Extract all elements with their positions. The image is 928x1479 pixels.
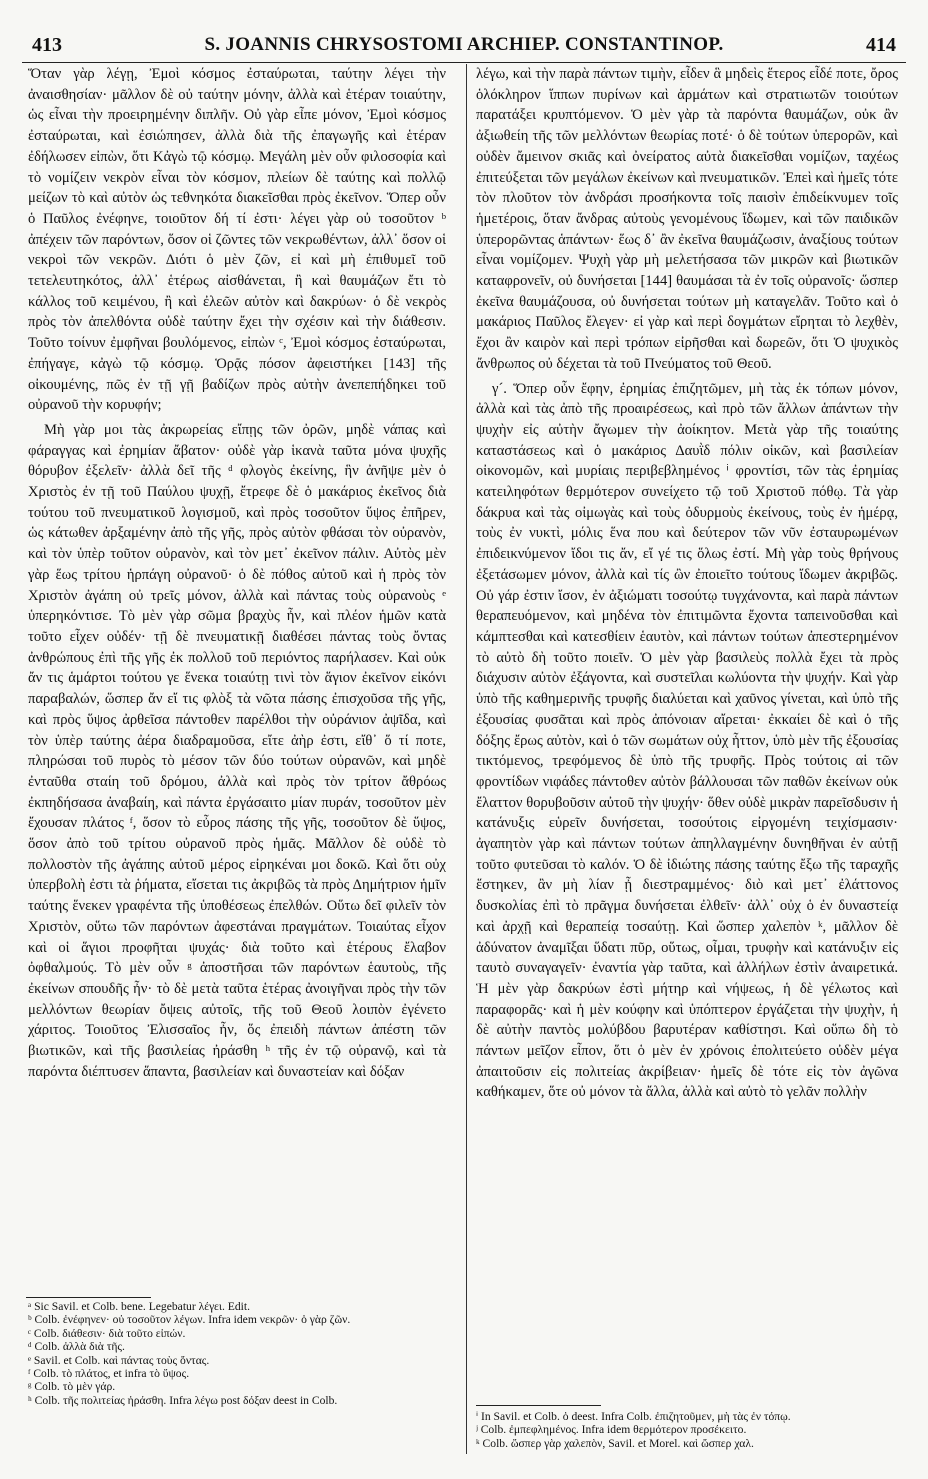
footnote: ʰ Colb. τῆς πολιτείας ἠράσθη. Infra λέγω post δόξαν deest in Colb. bbox=[28, 1393, 338, 1407]
right-column bbox=[476, 64, 898, 1103]
footnote-rule-left bbox=[26, 1297, 151, 1298]
page-number-right: 414 bbox=[866, 34, 896, 56]
footnotes-left bbox=[28, 1300, 453, 1407]
header-rule bbox=[22, 62, 906, 63]
right-paragraph-1: λέγω, καὶ τὴν παρὰ πάντων τιμὴν, εἶδεν ἃ μηδεὶς ἕτερος εἶδέ ποτε, ὄρος ὁλόκληρον ἵππων πυρίνων καὶ ἁρμάτων καὶ στρατιωτῶν τοιούτων παρατάξει κρυπτόμενον. Ὁ μὲν γὰρ τὰ παρόντα θαυμάζων, οὐκ ἂν ἀξιωθείη τῆς τῶν μελλόντων θεωρίας ποτέ· ὁ δὲ τούτων ὑπερορῶν, καὶ οὐδὲν ἄμεινον σκιᾶς καὶ ὀνείρατος αὐτὰ διακεῖσθαι νομίζων, ταχέως ἐπιτεύξεται τῶν μεγάλων ἐκείνων καὶ πνευματικῶν. Ἐπεὶ καὶ ἡμεῖς τότε τὸν πλοῦτον τὸν ἀνδράσι προσήκοντα τοῖς παισὶν ἐπιδείκνυμεν τοῖς ἡμετέροις, ὅταν ἄνδρας αὐτοὺς γενομένους ἴδωμεν, καὶ τῶν παιδικῶν ὑπερορῶντας ἁπάντων· ἕως δ᾽ ἂν ἐκεῖνα θαυμάζωσιν, ἀναξίους τούτων εἶναι νομίζομεν. Ψυχὴ γὰρ μὴ μελετήσασα τῶν μικρῶν καὶ βιωτικῶν καταφρονεῖν, οὐ δυνήσεται [144] θαυμάσαι τὰ ἐν τοῖς οὐρανοῖς· ὥσπερ ἐκεῖνα θαυμάζουσα, οὐ δυνήσεται τούτων μὴ καταγελᾶν. Τοῦτο καὶ ὁ μακάριος Παῦλος ἔλεγεν· εἰ γὰρ καὶ περὶ δογμάτων εἴρηται τὸ λεχθὲν, ἔχοι ἂν καιρὸν καὶ περὶ τρόπων εἰρῆσθαι καὶ δωρεῶν, ὅτι Ὁ ψυχικὸς ἄνθρωπος οὐ δέχεται τὰ τοῦ Πνεύματος τοῦ Θεοῦ. bbox=[476, 66, 898, 372]
footnote: ᵇ Colb. ἐνέφηνεν· οὐ τοσοῦτον λέγων. Infra idem νεκρῶν· ὁ γὰρ ζῶν. bbox=[28, 1313, 351, 1327]
page-number-left: 413 bbox=[32, 34, 62, 56]
footnote: ᵏ Colb. ὥσπερ γὰρ χαλεπὸν, Savil. et Morel. καὶ ὥσπερ χαλ. bbox=[476, 1436, 754, 1450]
footnote: ᵈ Colb. ἀλλὰ διὰ τῆς. bbox=[28, 1340, 125, 1354]
left-paragraph-2: Μὴ γὰρ μοι τὰς ἀκρωρείας εἴπῃς τῶν ὀρῶν, μηδὲ νάπας καὶ φάραγγας καὶ ἐρημίαν ἄβατον· οὐδὲ γὰρ ἱκανὰ ταῦτα μόνα ψυχῆς θόρυβον ἐξελεῖν· ἀλλὰ δεῖ τῆς ᵈ φλογὸς ἐκείνης, ἣν ἀνῆψε μὲν ὁ Χριστὸς ἐν τῇ τοῦ Παύλου ψυχῇ, ἔτρεφε δὲ ὁ μακάριος ἐκεῖνος διὰ τούτου τοῦ πνευματικοῦ λογισμοῦ, καὶ πρὸς τοσοῦτον ὕψος ἐπῆρεν, ὡς κάτωθεν ἀρξαμένην ἀπὸ τῆς γῆς, πρὸς αὐτὸν φθάσαι τὸν οὐρανὸν, καὶ τὸν ὑπὲρ τοῦτον οὐρανὸν, καὶ τὸν μετ᾽ ἐκεῖνον πάλιν. Αὐτὸς μὲν γὰρ ἕως τρίτου ἡρπάγη οὐρανοῦ· ὁ δὲ πόθος αὐτοῦ καὶ ἡ πρὸς τὸν Χριστὸν ἀγάπη οὐ τρεῖς μόνον, ἀλλὰ καὶ πάντας τοὺς οὐρανοὺς ᵉ ὑπερηκόντισε. Τὸ μὲν γὰρ σῶμα βραχὺς ἦν, καὶ πλέον ἡμῶν κατὰ τοῦτο εἶχεν οὐδέν· τῇ δὲ πνευματικῇ διαθέσει πάντας τοὺς ὄντας ἀνθρώπους ἐπὶ τῆς γῆς ἐκ πολλοῦ τοῦ περιόντος παρήλασεν. Καὶ οὐκ ἄν τις ἁμάρτοι τούτου γε ἕνεκα τοιαύτῃ τινὶ τὸν ἅγιον ἐκεῖνον εἰκόνι παραβαλών, ὥσπερ ἄν εἴ τις φλὸξ τὰ νῶτα πάσης ἐπισχοῦσα τῆς γῆς, καὶ πρὸς ὕψος ἀρθεῖσα πάντοθεν παρέλθοι τὴν οὐράνιον ἀψῖδα, καὶ τὸν ὑπὲρ ταύτης ἀέρα διαδραμοῦσα, εἴτε ἀὴρ ἐστι, εἴθ᾽ ὅ τί ποτε, πληρώσαι τοῦ πυρὸς τὸ μέσον τῶν δύο τούτων οὐρανῶν, καὶ μηδὲ ἐνταῦθα σταίη τοῦ δρόμου, ἀλλὰ καὶ πρὸς τὸν τρίτον ἄθρόως ἐκπηδήσασα ἀναβαίη, καὶ πάντα ἐργάσαιτο μίαν πυράν, τοσοῦτον μὲν ἔχουσαν πλάτος ᶠ, ὅσον τὸ εὖρος πάσης τῆς γῆς, τοσοῦτον δὲ ὕψος, ὅσον ἀπὸ τοῦ τρίτου οὐρανοῦ πρὸς ἡμᾶς. Μᾶλλον δὲ οὐδὲ τὸ πολλοστὸν τῆς ἀγάπης αὐτοῦ μέρος εἰρηκέναι μοι δοκῶ. Καὶ ὅτι οὐχ ὑπερβολὴ ἐστι τὰ ῥήματα, εἴσεται τις ἀκριβῶς τὰ πρὸς Δημήτριον ἡμῖν ταύτης ἕνεκεν γραφέντα τῆς ὑποθέσεως ἐπελθών. Οὕτω δεῖ φιλεῖν τὸν Χριστὸν, οὕτω τῶν παρόντων ἀφεστάναι πραγμάτων. Τοιαύτας εἶχον καὶ οἱ ἅγιοι προφῆται ψυχάς· διὰ τοῦτο καὶ ἑτέρους ἔλαβον ὀφθαλμούς. Τὸ μὲν οὖν ᵍ ἀποστῆσαι τῶν παρόντων ἑαυτοὺς, τῆς ἐκείνων σπουδῆς ἦν· τὸ δὲ μετὰ ταῦτα ἑτέρας ἀνοιγῆναι πρὸς τὴν τῶν μελλόντων θεωρίαν ὄψεις αὐτοῖς, τῆς τοῦ Θεοῦ λοιπὸν ἐγένετο χάριτος. Τοιοῦτος Ἐλισσαῖος ἦν, ὅς ἐπειδὴ πάντων ἀπέστη τῶν βιωτικῶν, καὶ τῆς βασιλείας ἠράσθη ʰ τῆς ἐν τῷ οὐρανῷ, καὶ τὰ παρόντα διέπτυσεν ἅπαντα, βασιλείαν καὶ δυναστείαν καὶ δόξαν bbox=[28, 421, 446, 1080]
right-paragraph-2: γ´. Ὅπερ οὖν ἔφην, ἐρημίας ἐπιζητῶμεν, μὴ τὰς ἐκ τόπων μόνον, ἀλλὰ καὶ τὰς ἀπὸ τῆς προαιρέσεως, καὶ πρὸ τῶν ἄλλων ἁπάντων τὴν ψυχὴν εἰς αὐτὴν ἄγωμεν τὴν ἀοίκητον. Μετὰ γὰρ τῆς τοιαύτης καταστάσεως καὶ ὁ μακάριος Δαυῒδ πόλιν οἰκῶν, καὶ βασιλείαν οἰκονομῶν, καὶ μυρίαις περιβεβλημένος ⁱ φροντίσι, τῶν τὰς ἐρημίας κατειληφότων θερμότερον συνείχετο τῷ τοῦ Χριστοῦ πόθῳ. Τὰ γὰρ δάκρυα καὶ τὰς οἰμωγὰς καὶ τοὺς ὀδυρμοὺς ἐκείνους, τοὺς ἐν ἡμέρᾳ, τοὺς ἐν νυκτὶ, μόλις ἕνα που καὶ δεύτερον τῶν νῦν ἐσταυρωμένων ἐπιδεικνύμενον ἴδοι τις ἄν, εἴ γέ τις ὅλως ἐστί. Μὴ γὰρ τοὺς θρήνους ἐξετάσωμεν μόνον, ἀλλὰ καὶ τίς ὢν ἐποιεῖτο τούτους ἴδωμεν ἀκριβῶς. Οὐ γάρ ἐστιν ἴσον, ἐν ἀξιώματι τοσούτῳ τυγχάνοντα, καὶ παρὰ πάντων θεραπευόμενον, καὶ μηδένα τὸν ἐπιτιμῶντα ἔχοντα ταπεινοῦσθαι καὶ κάμπτεσθαι καὶ κατεσθίειν ἑαυτὸν, καὶ πάντων τούτων ἀπεστερημένον τὸ αὐτὸ δὴ τοῦτο ποιεῖν. Ὁ μὲν γὰρ βασιλεὺς πολλὰ ἔχει τὰ πρὸς διάχυσιν αὐτὸν ἐξάγοντα, καὶ συστεῖλαι κωλύοντα τὴν ψυχήν. Καὶ γὰρ ὑπὸ τῆς καθημερινῆς τρυφῆς διαλύεται καὶ χαῦνος γίνεται, καὶ ὑπὸ τῆς ἐξουσίας φυσᾶται καὶ πρὸς ἀπόνοιαν αἴρεται· ἐκκαίει δὲ καὶ ὁ τῆς δόξης ἔρως αὐτὸν, καὶ ὁ τῶν σωμάτων οὐχ ἧττον, ὑπὸ μὲν τῆς ἐξουσίας τικτόμενος, τρεφόμενος δὲ ὑπὸ τῆς τρυφῆς. Πρὸς τούτοις αἱ τῶν φροντίδων νιφάδες πάντοθεν αὐτὸν βάλλουσαι τῶν παθῶν ἐκείνων οὐκ ἔλαττον θορυβοῦσιν αὐτοῦ τὴν ψυχήν· ὅθεν οὐδὲ μικρὰν παρεῖσδυσιν ἡ κατάνυξις εὑρεῖν δυνήσεται, τοσούτοις εἰργομένη τειχίσμασιν· ἀγαπητὸν γὰρ καὶ πάντων τούτων ἀπηλλαγμένην δυνηθῆναι ἐν αὐτῇ τοῦτο φυτεῦσαι τὸ καλόν. Ὁ δὲ ἰδιώτης πάσης ταύτης ἔξω τῆς ταραχῆς ἕστηκεν, ἂν μὴ λίαν ᾖ διεστραμμένος· διὸ καὶ μετ᾽ ἐλάττονος δυσκολίας ἐπὶ τὸ πρᾶγμα δυνήσεται ἐλθεῖν· ἀλλ᾽ οὐχ ὁ ἐν δυναστείᾳ καὶ ἀρχῇ καὶ θεραπείᾳ τοσαύτῃ. Καὶ ὥσπερ χαλεπὸν ᵏ, μᾶλλον δὲ ἀδύνατον ἀναμῖξαι ὕδατι πῦρ, οὕτως, οἶμαι, τρυφὴν καὶ κατάνυξιν εἰς ταυτὸ συναγαγεῖν· ἐναντία γὰρ ταῦτα, καὶ ἀλλήλων ἐστὶν ἀναιρετικά. Ἡ μὲν γὰρ δακρύων ἐστὶ μήτηρ καὶ νήψεως, ἡ δὲ γέλωτος καὶ παραφορᾶς· καὶ ἡ μὲν κούφην καὶ ὑπόπτερον ἐργάζεται τὴν ψυχὴν, ἡ δὲ αὐτὴν παντὸς μολύβδου βαρυτέραν καθίστησι. Καὶ οὕπω δὴ τὸ πάντων μεῖζον εἶπον, ὅτι ὁ μὲν ἐν χρόνοις ἐπολιτεύετο οὐδὲν μέγα ἀπαιτοῦσιν εἰς πολιτείας ἀκρίβειαν· ἡμεῖς δὲ τότε εἰς τὸν ἀγῶνα καθήκαμεν, ὅτε οὐ μόνον τὰ ἄλλα, ἀλλὰ καὶ αὐτὸ τὸ γελᾶν πολλὴν bbox=[476, 380, 898, 1101]
footnotes-right bbox=[476, 1410, 898, 1450]
footnote: ʲ Colb. ἐμπεφλημένος. Infra idem θερμότερον προσέκειτο. bbox=[476, 1423, 747, 1437]
footnote: ᵃ Sic Savil. et Colb. bene. Legebatur λέγει. Edit. bbox=[28, 1300, 251, 1313]
footnote: ᶠ Colb. τὸ πλάτος, et infra τὸ ὕψος. bbox=[28, 1367, 190, 1381]
footnote-rule-right bbox=[476, 1405, 601, 1406]
running-title: S. JOANNIS CHRYSOSTOMI ARCHIEP. CONSTANTINOP. bbox=[204, 34, 724, 55]
left-paragraph-1: Ὅταν γὰρ λέγῃ, Ἐμοὶ κόσμος ἐσταύρωται, ταύτην λέγει τὴν ἀναισθησίαν· μᾶλλον δὲ οὐ ταύτην μόνην, ἀλλὰ καὶ ἑτέραν τοιαύτην, ὡς εἶναι τὴν προειρημένην διπλῆν. Οὐ γὰρ εἶπε μόνον, Ἐμοὶ κόσμος ἐσταύρωται, καὶ ἐσιώπησεν, ἀλλὰ διὰ τῆς ἐπαγωγῆς καὶ ἑτέραν ἐδήλωσεν εἰπὼν, ὅτι Κἀγὼ τῷ κόσμῳ. Μεγάλη μὲν οὖν φιλοσοφία καὶ τὸ νομίζειν νεκρὸν εἶναι τὸν κόσμον, πλείων δὲ ταύτης καὶ πολλῷ μείζων τὸ καὶ αὐτὸν ὡς τεθνηκότα διακεῖσθαι πρὸς ἐκεῖνον. Ὅπερ οὖν ὁ Παῦλος ἐνέφηνε, τοιοῦτον δή τί ἐστι· λέγει γὰρ οὐ τοσοῦτον ᵇ ἀπέχειν τῶν παρόντων, ὅσον οἱ ζῶντες τῶν νεκρωθέντων, ἀλλ᾽ ὅσον οἱ νεκροὶ τῶν νεκρῶν. Διότι ὁ μὲν ζῶν, εἰ καὶ μὴ ἐπιθυμεῖ τοῦ τετελευτηκότος, ἀλλ᾽ ἑτέρως αἰσθάνεται, ἢ καὶ θαυμάζων ἔτι τὸ κάλλος τοῦ κειμένου, ἢ καὶ ἐλεῶν αὐτὸν καὶ δακρύων· ὁ δὲ νεκρὸς πρὸς τὸν ἀπελθόντα οὐδὲ ταύτην ἔχει τὴν σχέσιν καὶ τὴν διάθεσιν. Τοῦτο τοίνυν ἐμφῆναι βουλόμενος, εἰπὼν ᶜ, Ἐμοὶ κόσμος ἐσταύρωται, ἐπήγαγε, κἀγὼ τῷ κόσμῳ. Ὁρᾷς πόσον ἀφειστήκει [143] τῆς οἰκουμένης, πῶς ἐν τῇ γῇ βαδίζων πρὸς αὐτὴν ἀνεπεπήδηκει τοῦ οὐρανοῦ τὴν κορυφήν; bbox=[28, 66, 446, 414]
running-header bbox=[22, 34, 906, 60]
column-divider bbox=[466, 64, 467, 1454]
left-column bbox=[28, 64, 446, 1082]
footnote: ⁱ In Savil. et Colb. ὁ deest. Infra Colb. ἐπιζητοῦμεν, μὴ τὰς ἐν τόπῳ. bbox=[476, 1410, 791, 1423]
footnote: ᶜ Colb. διάθεσιν· διὰ τοῦτο εἰπών. bbox=[28, 1326, 186, 1340]
footnote: ᵍ Colb. τὸ μὲν γάρ. bbox=[28, 1380, 116, 1394]
footnote: ᵉ Savil. et Colb. καὶ πάντας τοὺς ὄντας. bbox=[28, 1353, 210, 1367]
